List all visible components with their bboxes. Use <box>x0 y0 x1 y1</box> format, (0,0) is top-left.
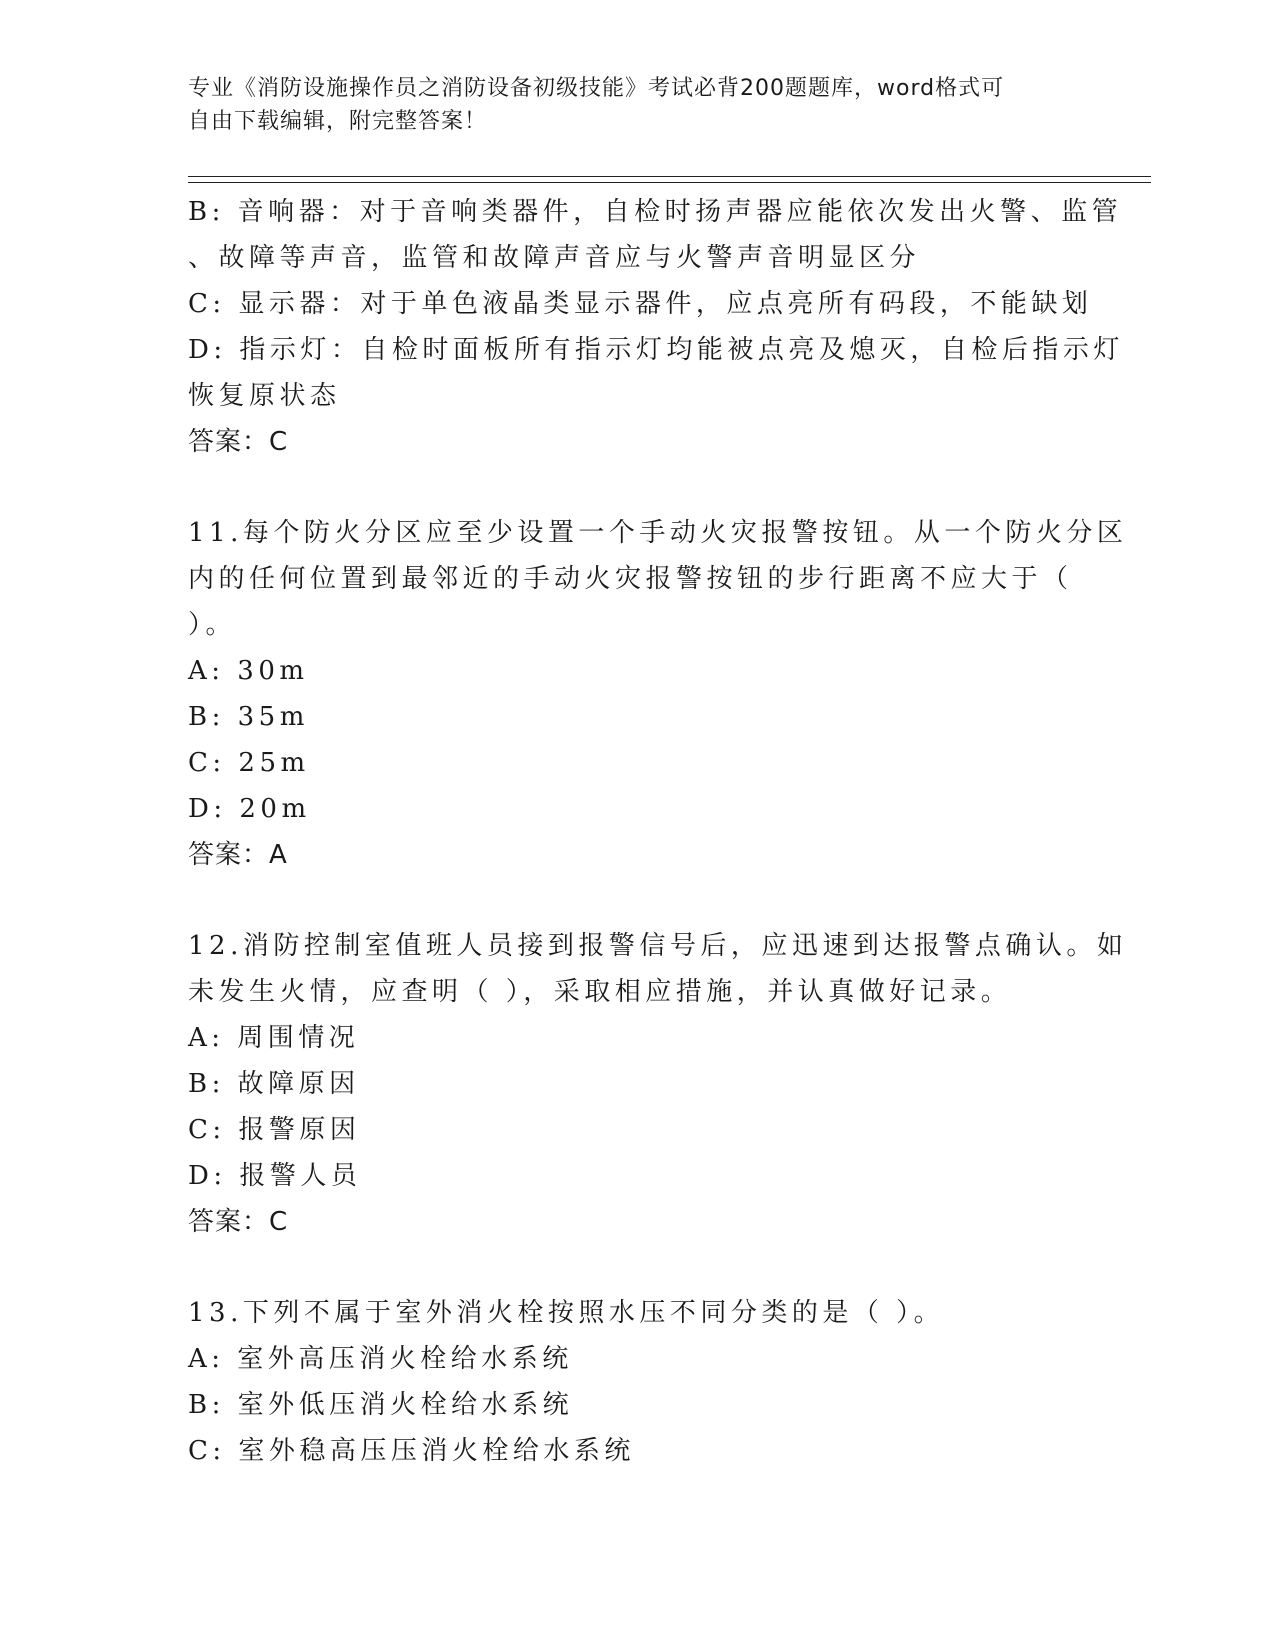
answer: 答案：C <box>188 1207 289 1237</box>
option-a: A: 30m <box>188 656 309 686</box>
header-divider-bottom <box>188 182 1151 183</box>
option-b-line-2: 、故障等声音，监管和故障声音应与火警声音明显区分 <box>188 243 921 273</box>
answer: 答案：C <box>188 427 289 457</box>
option-c: C: 报警原因 <box>188 1115 361 1145</box>
header-divider-top <box>188 176 1151 177</box>
option-c: C: 显示器：对于单色液晶类显示器件，应点亮所有码段，不能缺划 <box>188 289 1093 319</box>
question-13 <box>188 1290 1088 1474</box>
question-stem-line-2: 未发生火情，应查明（ ），采取相应措施，并认真做好记录。 <box>188 977 1012 1007</box>
spacer <box>188 878 1088 923</box>
question-12 <box>188 923 1128 1245</box>
question-stem-line-2: 内的任何位置到最邻近的手动火灾报警按钮的步行距离不应大于（ <box>188 564 1073 594</box>
option-d-line-1: D: 指示灯：自检时面板所有指示灯均能被点亮及熄灭，自检后指示灯 <box>188 335 1124 365</box>
question-stem-line-1: 11.每个防火分区应至少设置一个手动火灾报警按钮。从一个防火分区 <box>188 518 1128 548</box>
header-line-1: 专业《消防设施操作员之消防设备初级技能》考试必背200题题库，word格式可 <box>188 76 1005 101</box>
prev-question-block <box>188 189 1124 465</box>
document-header <box>188 72 1088 138</box>
header-line-2: 自由下载编辑，附完整答案！ <box>188 109 488 134</box>
option-b: B: 故障原因 <box>188 1069 360 1099</box>
option-b: B: 室外低压消火栓给水系统 <box>188 1390 574 1420</box>
spacer <box>188 465 1088 510</box>
spacer <box>188 1245 1088 1290</box>
question-stem-line-1: 12.消防控制室值班人员接到报警信号后，应迅速到达报警点确认。如 <box>188 931 1128 961</box>
option-b-line-1: B: 音响器：对于音响类器件，自检时扬声器应能依次发出火警、监管 <box>188 197 1123 227</box>
option-c: C: 室外稳高压压消火栓给水系统 <box>188 1436 635 1466</box>
option-d: D: 20m <box>188 794 311 824</box>
option-a: A: 周围情况 <box>188 1023 360 1053</box>
option-d: D: 报警人员 <box>188 1161 362 1191</box>
question-stem-line-1: 13.下列不属于室外消火栓按照水压不同分类的是（ ）。 <box>188 1298 945 1328</box>
question-stem-line-3: ）。 <box>188 610 237 640</box>
option-b: B: 35m <box>188 702 309 732</box>
answer: 答案：A <box>188 840 288 870</box>
question-11 <box>188 510 1128 878</box>
option-d-line-2: 恢复原状态 <box>188 381 341 411</box>
question-list <box>188 189 1128 1474</box>
option-a: A: 室外高压消火栓给水系统 <box>188 1344 573 1374</box>
option-c: C: 25m <box>188 748 310 778</box>
